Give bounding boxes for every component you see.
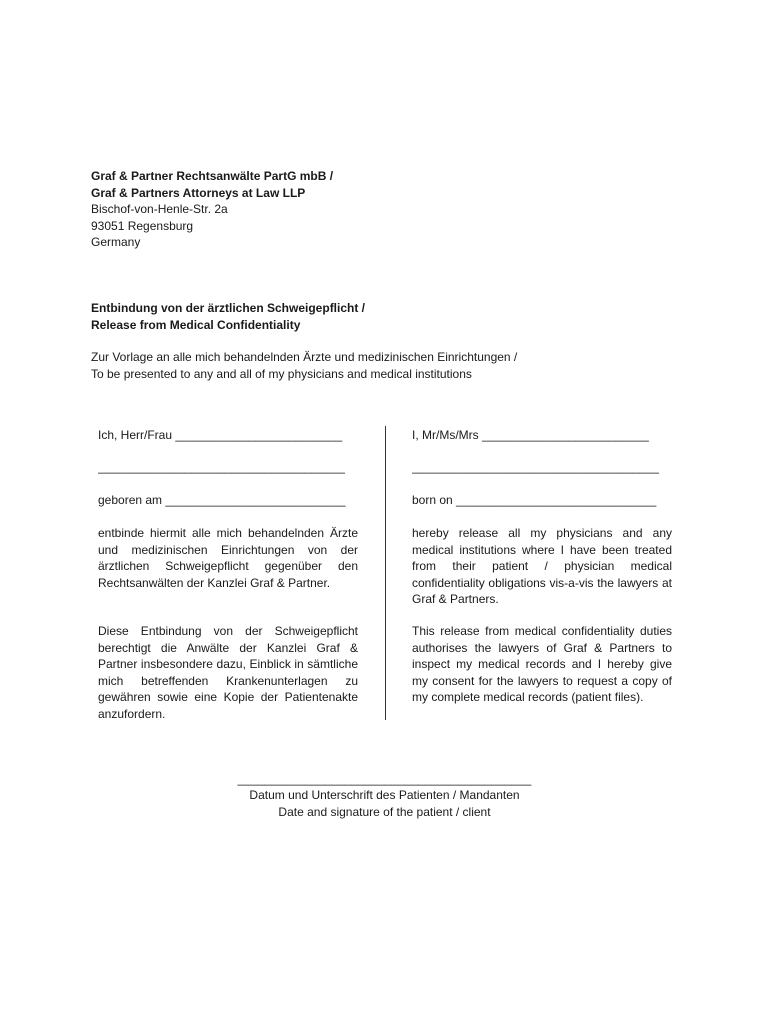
firm-city: 93051 Regensburg [91, 218, 194, 233]
firm-country: Germany [91, 235, 141, 249]
document-title-english: Release from Medical Confidentiality [91, 317, 301, 332]
scope-paragraph-english: This release from medical confidentiality duties authorises the lawyers of Graf & Partners to inspect my medical records and I hereby give my consent for the lawyers to request a copy of my complete medical records (patient files). [412, 624, 672, 704]
document-title [91, 300, 365, 333]
document-title-german: Entbindung von der ärztlichen Schweigepflicht / [91, 301, 366, 315]
firm-address-block [91, 168, 333, 251]
intro-text [91, 349, 517, 382]
birthdate-field-english[interactable]: born on ______________________________ [412, 493, 657, 507]
firm-name-english: Graf & Partners Attorneys at Law LLP [91, 185, 306, 200]
birthdate-field-german[interactable]: geboren am ___________________________ [98, 493, 346, 507]
name-line2-english[interactable]: _____________________________________ [412, 460, 659, 474]
intro-english: To be presented to any and all of my physicians and medical institutions [91, 366, 472, 381]
name-field-english[interactable]: I, Mr/Ms/Mrs _________________________ [412, 428, 649, 442]
firm-street: Bischof-von-Henle-Str. 2a [91, 202, 228, 216]
signature-line[interactable]: ____________________________________________ [237, 772, 532, 786]
signature-label-german: Datum und Unterschrift des Patienten / Mandanten [249, 788, 520, 802]
release-paragraph-german: entbinde hiermit alle mich behandelnden Ärzte und medizinischen Einrichtungen von der ärztlichen Schweigepflicht gegenüber den Rechtsanwälten der Kanzlei Graf & Partner. [98, 526, 358, 590]
name-line2-german[interactable]: _____________________________________ [98, 460, 345, 474]
name-field-german[interactable]: Ich, Herr/Frau _________________________ [98, 428, 343, 442]
scope-paragraph-german: Diese Entbindung von der Schweigepflicht berechtigt die Anwälte der Kanzlei Graf & Partner insbesondere dazu, Einblick in sämtliche mich betreffenden Krankenunterlagen zu gewähren sowie eine Kopie der Patientenakte anzufordern. [98, 624, 358, 721]
column-divider [385, 426, 386, 720]
signature-block [232, 771, 537, 820]
release-paragraph-english: hereby release all my physicians and any medical institutions where I have been treated from their patient / physician medical confidentiality obligations vis-a-vis the lawyers at Graf & Partners. [412, 526, 672, 606]
signature-label-english: Date and signature of the patient / client [278, 804, 491, 819]
firm-name-german: Graf & Partner Rechtsanwälte PartG mbB / [91, 169, 334, 183]
intro-german: Zur Vorlage an alle mich behandelnden Ärzte und medizinischen Einrichtungen / [91, 350, 518, 364]
